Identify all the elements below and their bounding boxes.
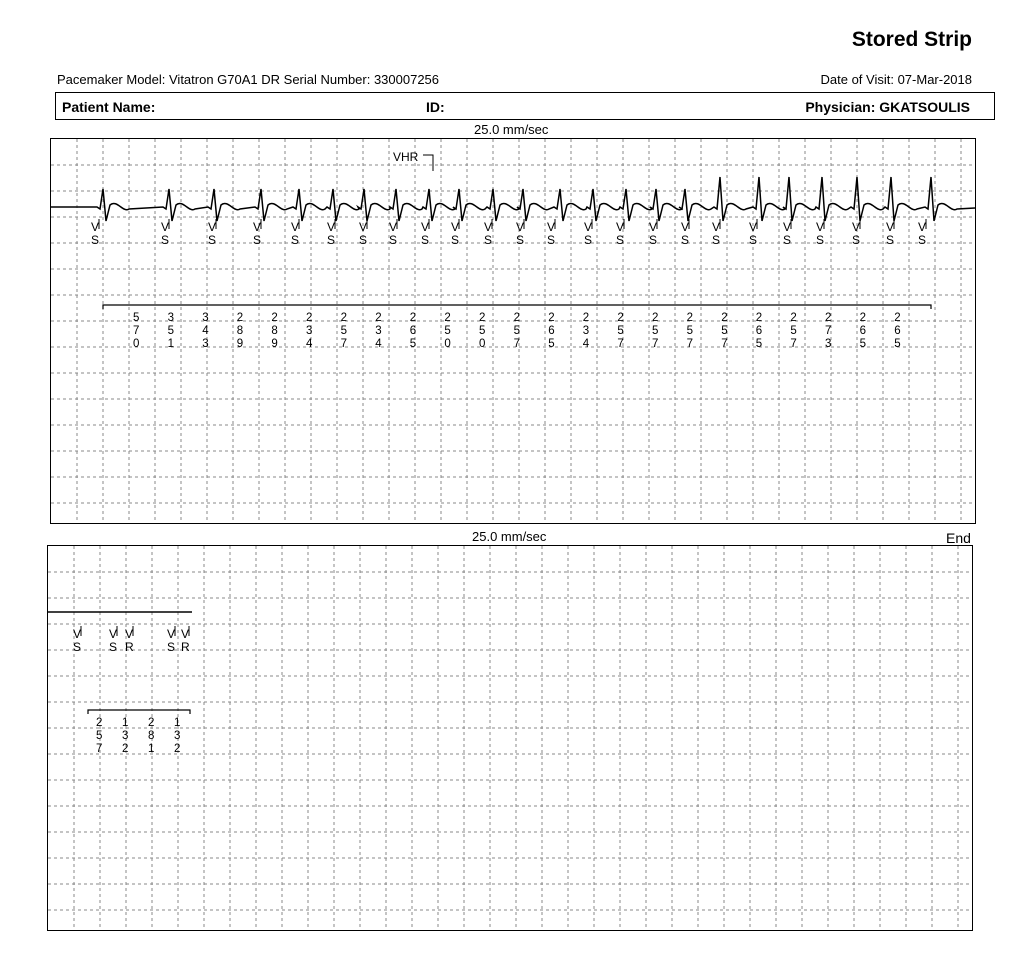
interval-digit: 7: [133, 325, 140, 337]
marker-code: S: [451, 233, 460, 247]
beat-marker: [749, 219, 757, 247]
interval-digit: 3: [202, 338, 209, 350]
marker-code: S: [852, 233, 861, 247]
marker-code: S: [327, 233, 336, 247]
interval-value: [133, 312, 139, 350]
interval-digit: 3: [825, 338, 832, 350]
interval-digit: 8: [236, 325, 244, 337]
marker-code: S: [584, 233, 593, 247]
interval-digit: 2: [686, 312, 694, 324]
interval-digit: 5: [859, 338, 867, 350]
interval-digit: 2: [148, 717, 155, 729]
interval-value: [410, 312, 416, 350]
strip1-canvas: [51, 139, 975, 523]
beat-marker: [359, 219, 367, 247]
interval-digit: 6: [894, 325, 901, 337]
interval-digit: 4: [375, 338, 382, 350]
interval-digit: 2: [582, 312, 590, 324]
interval-value: [548, 312, 554, 350]
beat-marker: [783, 219, 791, 247]
interval-digit: 5: [167, 325, 175, 337]
marker-code: S: [783, 233, 792, 247]
interval-digit: 3: [582, 325, 590, 337]
interval-digit: 2: [236, 312, 244, 324]
marker-code: R: [125, 640, 134, 654]
interval-digit: 7: [96, 743, 103, 755]
beat-marker: [253, 219, 261, 247]
marker-code: S: [208, 233, 217, 247]
interval-value: [122, 717, 128, 755]
marker-code: S: [547, 233, 556, 247]
marker-code: S: [886, 233, 895, 247]
page-title: Stored Strip: [851, 28, 972, 51]
marker-v: V: [291, 220, 300, 234]
marker-code: S: [484, 233, 493, 247]
beat-marker: [584, 219, 592, 247]
marker-code: S: [359, 233, 368, 247]
interval-digit: 2: [790, 312, 797, 324]
marker-code: S: [253, 233, 262, 247]
marker-code: S: [918, 233, 927, 247]
interval-digit: 8: [148, 730, 155, 742]
strip2-speed: 25.0 mm/sec: [472, 529, 547, 544]
interval-digit: 5: [721, 325, 728, 337]
interval-digit: 5: [894, 338, 901, 350]
beat-marker: [918, 219, 926, 247]
interval-value: [168, 312, 174, 350]
interval-digit: 7: [721, 338, 728, 350]
interval-digit: 1: [122, 717, 129, 729]
marker-v: V: [749, 220, 758, 234]
vhr-event-label: VHR: [393, 150, 419, 164]
beat-marker: [125, 626, 134, 654]
marker-v: V: [516, 220, 525, 234]
interval-digit: 5: [686, 325, 694, 337]
interval-digit: 5: [409, 338, 417, 350]
interval-digit: 5: [133, 312, 140, 324]
beat-marker: [327, 219, 335, 247]
marker-v: V: [616, 220, 625, 234]
interval-value: [583, 312, 590, 350]
date-of-visit: Date of Visit: 07-Mar-2018: [820, 72, 972, 87]
interval-digit: 5: [548, 338, 555, 350]
interval-digit: 6: [409, 325, 417, 337]
pacemaker-model-line: Pacemaker Model: Vitatron G70A1 DR Serial Number: 330007256: [57, 72, 440, 87]
marker-code: S: [516, 233, 525, 247]
interval-value: [174, 717, 180, 755]
beat-marker: [484, 219, 492, 247]
beat-marker: [816, 219, 824, 247]
ecg-strip-1: [50, 138, 976, 524]
interval-digit: 5: [513, 325, 521, 337]
marker-v: V: [484, 220, 493, 234]
strip1-speed: 25.0 mm/sec: [474, 122, 549, 137]
interval-value: [96, 717, 102, 755]
interval-digit: 7: [617, 338, 624, 350]
interval-value: [237, 312, 243, 350]
interval-bracket: [88, 710, 190, 714]
interval-digit: 3: [202, 312, 209, 324]
interval-digit: 5: [652, 325, 659, 337]
beat-marker: [852, 219, 860, 247]
marker-code: S: [421, 233, 430, 247]
interval-digit: 2: [271, 312, 278, 324]
vhr-bracket: [423, 155, 433, 171]
beat-marker: [451, 219, 459, 247]
interval-digit: 1: [167, 338, 175, 350]
interval-value: [825, 312, 831, 350]
beat-marker: [208, 219, 216, 247]
interval-digit: 0: [444, 338, 451, 350]
interval-digit: 5: [790, 325, 797, 337]
interval-digit: 2: [894, 312, 901, 324]
interval-value: [652, 312, 658, 350]
beat-marker: [91, 219, 99, 247]
physician-label: Physician: GKATSOULIS: [805, 99, 970, 115]
patient-info-bar: [55, 92, 995, 120]
interval-value: [271, 312, 277, 350]
marker-v: V: [109, 627, 118, 641]
interval-digit: 7: [340, 338, 348, 350]
grid: [48, 546, 972, 930]
interval-digit: 2: [721, 312, 728, 324]
interval-digit: 4: [582, 338, 590, 350]
interval-digit: 7: [790, 338, 797, 350]
beat-marker: [649, 219, 657, 247]
interval-digit: 1: [148, 743, 155, 755]
beat-marker: [516, 219, 524, 247]
interval-value: [687, 312, 693, 350]
interval-digit: 2: [755, 312, 763, 324]
marker-v: V: [253, 220, 262, 234]
interval-digit: 2: [375, 312, 382, 324]
marker-v: V: [421, 220, 430, 234]
interval-digit: 5: [444, 325, 451, 337]
marker-code: S: [681, 233, 690, 247]
marker-v: V: [181, 627, 190, 641]
marker-v: V: [451, 220, 460, 234]
marker-code: S: [649, 233, 658, 247]
marker-code: S: [109, 640, 118, 654]
interval-digit: 3: [375, 325, 382, 337]
interval-digit: 6: [755, 325, 763, 337]
end-label: End: [946, 530, 971, 546]
marker-v: V: [161, 220, 170, 234]
interval-digit: 1: [174, 717, 181, 729]
interval-digit: 7: [652, 338, 659, 350]
interval-digit: 6: [859, 325, 867, 337]
marker-code: S: [712, 233, 721, 247]
interval-digit: 3: [122, 730, 129, 742]
marker-code: R: [181, 640, 190, 654]
interval-digit: 2: [444, 312, 451, 324]
marker-v: V: [125, 627, 134, 641]
marker-v: V: [681, 220, 690, 234]
ecg-waveform: [51, 177, 975, 221]
marker-v: V: [918, 220, 927, 234]
marker-v: V: [389, 220, 398, 234]
marker-code: S: [816, 233, 825, 247]
marker-v: V: [359, 220, 368, 234]
marker-code: S: [167, 640, 176, 654]
interval-digit: 7: [686, 338, 694, 350]
interval-digit: 2: [617, 312, 624, 324]
patient-name-label: Patient Name:: [62, 99, 156, 115]
marker-v: V: [852, 220, 861, 234]
interval-value: [721, 312, 727, 350]
interval-digit: 2: [652, 312, 659, 324]
interval-digit: 2: [409, 312, 417, 324]
marker-code: S: [749, 233, 758, 247]
marker-v: V: [547, 220, 556, 234]
interval-digit: 2: [96, 717, 103, 729]
marker-code: S: [161, 233, 170, 247]
interval-digit: 5: [340, 325, 348, 337]
marker-v: V: [167, 627, 176, 641]
interval-digit: 2: [340, 312, 348, 324]
marker-code: S: [91, 233, 100, 247]
beat-marker: [181, 626, 190, 654]
interval-digit: 2: [859, 312, 867, 324]
interval-digit: 2: [306, 312, 313, 324]
interval-digit: 5: [96, 730, 103, 742]
marker-v: V: [649, 220, 658, 234]
interval-value: [790, 312, 796, 350]
interval-digit: 2: [479, 312, 486, 324]
interval-digit: 2: [825, 312, 832, 324]
beat-marker: [73, 626, 81, 654]
interval-value: [756, 312, 762, 350]
beat-marker: [109, 626, 117, 654]
beat-marker: [886, 219, 894, 247]
interval-digit: 3: [306, 325, 313, 337]
marker-v: V: [327, 220, 336, 234]
interval-digit: 3: [167, 312, 175, 324]
interval-digit: 9: [271, 338, 278, 350]
interval-digit: 2: [513, 312, 521, 324]
interval-bracket: [103, 305, 931, 309]
interval-digit: 7: [513, 338, 521, 350]
marker-code: S: [73, 640, 82, 654]
marker-v: V: [91, 220, 100, 234]
interval-digit: 6: [548, 325, 555, 337]
marker-code: S: [616, 233, 625, 247]
interval-digit: 5: [617, 325, 624, 337]
beat-marker: [681, 219, 689, 247]
ecg-strip-2: [47, 545, 973, 931]
strip2-canvas: [48, 546, 972, 930]
marker-v: V: [886, 220, 895, 234]
interval-digit: 7: [825, 325, 832, 337]
beat-marker: [389, 219, 397, 247]
marker-v: V: [208, 220, 217, 234]
marker-v: V: [73, 627, 82, 641]
marker-v: V: [783, 220, 792, 234]
interval-value: [375, 312, 382, 350]
interval-digit: 4: [306, 338, 313, 350]
interval-value: [617, 312, 623, 350]
interval-value: [306, 312, 313, 350]
interval-value: [514, 312, 520, 350]
patient-id-label: ID:: [426, 99, 445, 115]
interval-digit: 5: [755, 338, 763, 350]
marker-code: S: [291, 233, 300, 247]
beat-marker: [291, 219, 299, 247]
beat-marker: [712, 219, 720, 247]
interval-value: [860, 312, 866, 350]
interval-value: [479, 312, 485, 350]
interval-digit: 4: [202, 325, 209, 337]
marker-v: V: [816, 220, 825, 234]
interval-digit: 9: [236, 338, 244, 350]
interval-digit: 5: [479, 325, 486, 337]
interval-digit: 8: [271, 325, 278, 337]
interval-value: [894, 312, 900, 350]
beat-marker: [167, 626, 175, 654]
interval-value: [444, 312, 450, 350]
marker-v: V: [712, 220, 721, 234]
interval-digit: 3: [174, 730, 181, 742]
marker-v: V: [584, 220, 593, 234]
interval-digit: 0: [479, 338, 486, 350]
interval-value: [148, 717, 154, 755]
interval-digit: 2: [548, 312, 555, 324]
marker-code: S: [389, 233, 398, 247]
interval-value: [341, 312, 347, 350]
interval-digit: 2: [174, 743, 181, 755]
interval-value: [202, 312, 209, 350]
beat-marker: [616, 219, 624, 247]
beat-marker: [421, 219, 429, 247]
interval-digit: 0: [133, 338, 140, 350]
interval-digit: 2: [122, 743, 129, 755]
beat-marker: [161, 219, 169, 247]
beat-marker: [547, 219, 555, 247]
